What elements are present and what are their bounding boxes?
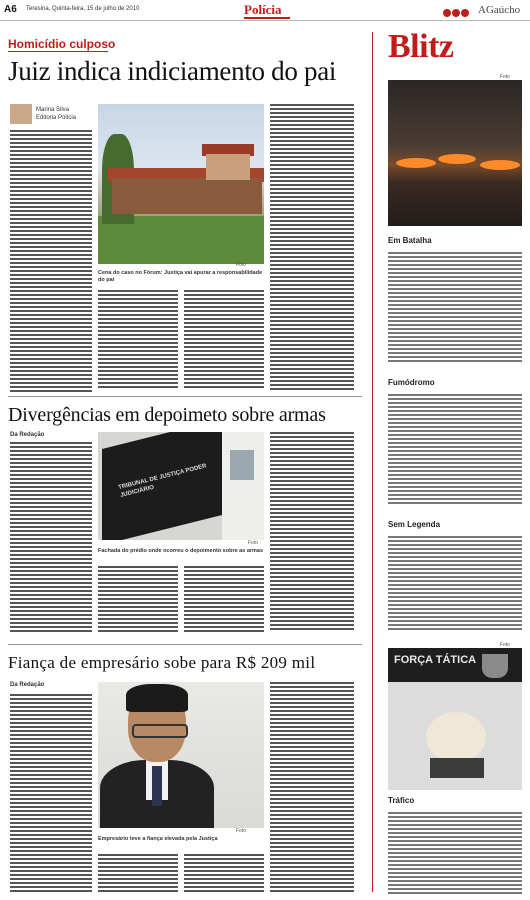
section-name: Polícia (244, 2, 282, 17)
page-number: A6 (4, 4, 17, 15)
byline-name: Marina Silva (36, 107, 70, 113)
photo-sign-text: TRIBUNAL DE JUSTIÇA PODER JUDICIÁRIO (117, 463, 208, 499)
brief2-title: Fumódromo (388, 378, 435, 387)
article3-column-4-text (270, 682, 354, 894)
section-underline (244, 17, 290, 19)
article1-photo-credit: Foto (236, 262, 247, 268)
article1-kicker: Homicídio culposo (8, 37, 116, 51)
sidebar-photo1-credit: Foto (500, 74, 511, 80)
brief4-text (388, 812, 522, 894)
sidebar-rule (372, 32, 373, 892)
article1-column-4-text (270, 104, 354, 390)
brief1-text (388, 252, 522, 362)
article3-photo-portrait (98, 682, 264, 828)
article-divider (8, 396, 362, 397)
article2-photo-caption: Fachada do prédio onde ocorreu o depoimento sobre as armas (98, 548, 264, 554)
sidebar-drugs-photo (388, 648, 522, 790)
brand-dots-icon (443, 4, 470, 22)
article3-headline: Fiança de empresário sobe para R$ 209 mil (8, 653, 316, 672)
article1-headline: Juiz indica indiciamento do pai (8, 56, 337, 86)
dateline: Teresina, Quinta-feira, 15 de julho de 2010 (26, 6, 140, 12)
article3-photo-caption: Empresário teve a fiança elevada pela Justiça (98, 836, 218, 842)
article1-column-1-text (10, 130, 92, 392)
brief4-title: Tráfico (388, 796, 415, 805)
police-shield-icon (482, 654, 508, 678)
article3-photo-credit: Foto (236, 828, 247, 834)
brief3-text (388, 536, 522, 632)
byline-role: Editoria Polícia (36, 115, 77, 121)
kicker-rule (8, 51, 108, 52)
sidebar-photo2-credit: Foto (500, 642, 511, 648)
article-divider (8, 644, 362, 645)
article2-column-1-text (10, 442, 92, 632)
article1-column-3-text (184, 290, 264, 390)
article3-column-1-text (10, 694, 92, 894)
article1-photo (98, 104, 264, 264)
article2-column-2-text (98, 566, 178, 632)
brief3-title: Sem Legenda (388, 520, 441, 529)
article2-column-4-text (270, 432, 354, 632)
article2-photo-credit: Foto (248, 540, 259, 546)
article3-byline: Da Redação (10, 682, 45, 688)
brief1-title: Em Batalha (388, 236, 432, 245)
article2-headline: Divergências em depoimeto sobre armas (8, 404, 326, 426)
brief2-text (388, 394, 522, 504)
sidebar-fire-photo (388, 80, 522, 226)
article1-byline (36, 106, 76, 122)
sidebar-title: Blitz (388, 28, 454, 65)
article1-column-2-text (98, 290, 178, 390)
article2-column-3-text (184, 566, 264, 632)
article2-byline: Da Redação (10, 432, 45, 438)
article3-column-2-text (98, 854, 178, 894)
author-avatar (10, 104, 32, 124)
article1-photo-caption: Cena do caso no Fórum: Justiça vai apurar a responsabilidade do pai (98, 270, 263, 283)
article3-column-3-text (184, 854, 264, 894)
article2-photo (98, 432, 264, 540)
photo-sign-text: FORÇA TÁTICA (394, 654, 477, 666)
page-header (0, 0, 530, 21)
newspaper-brand: AGaúcho (478, 4, 521, 16)
